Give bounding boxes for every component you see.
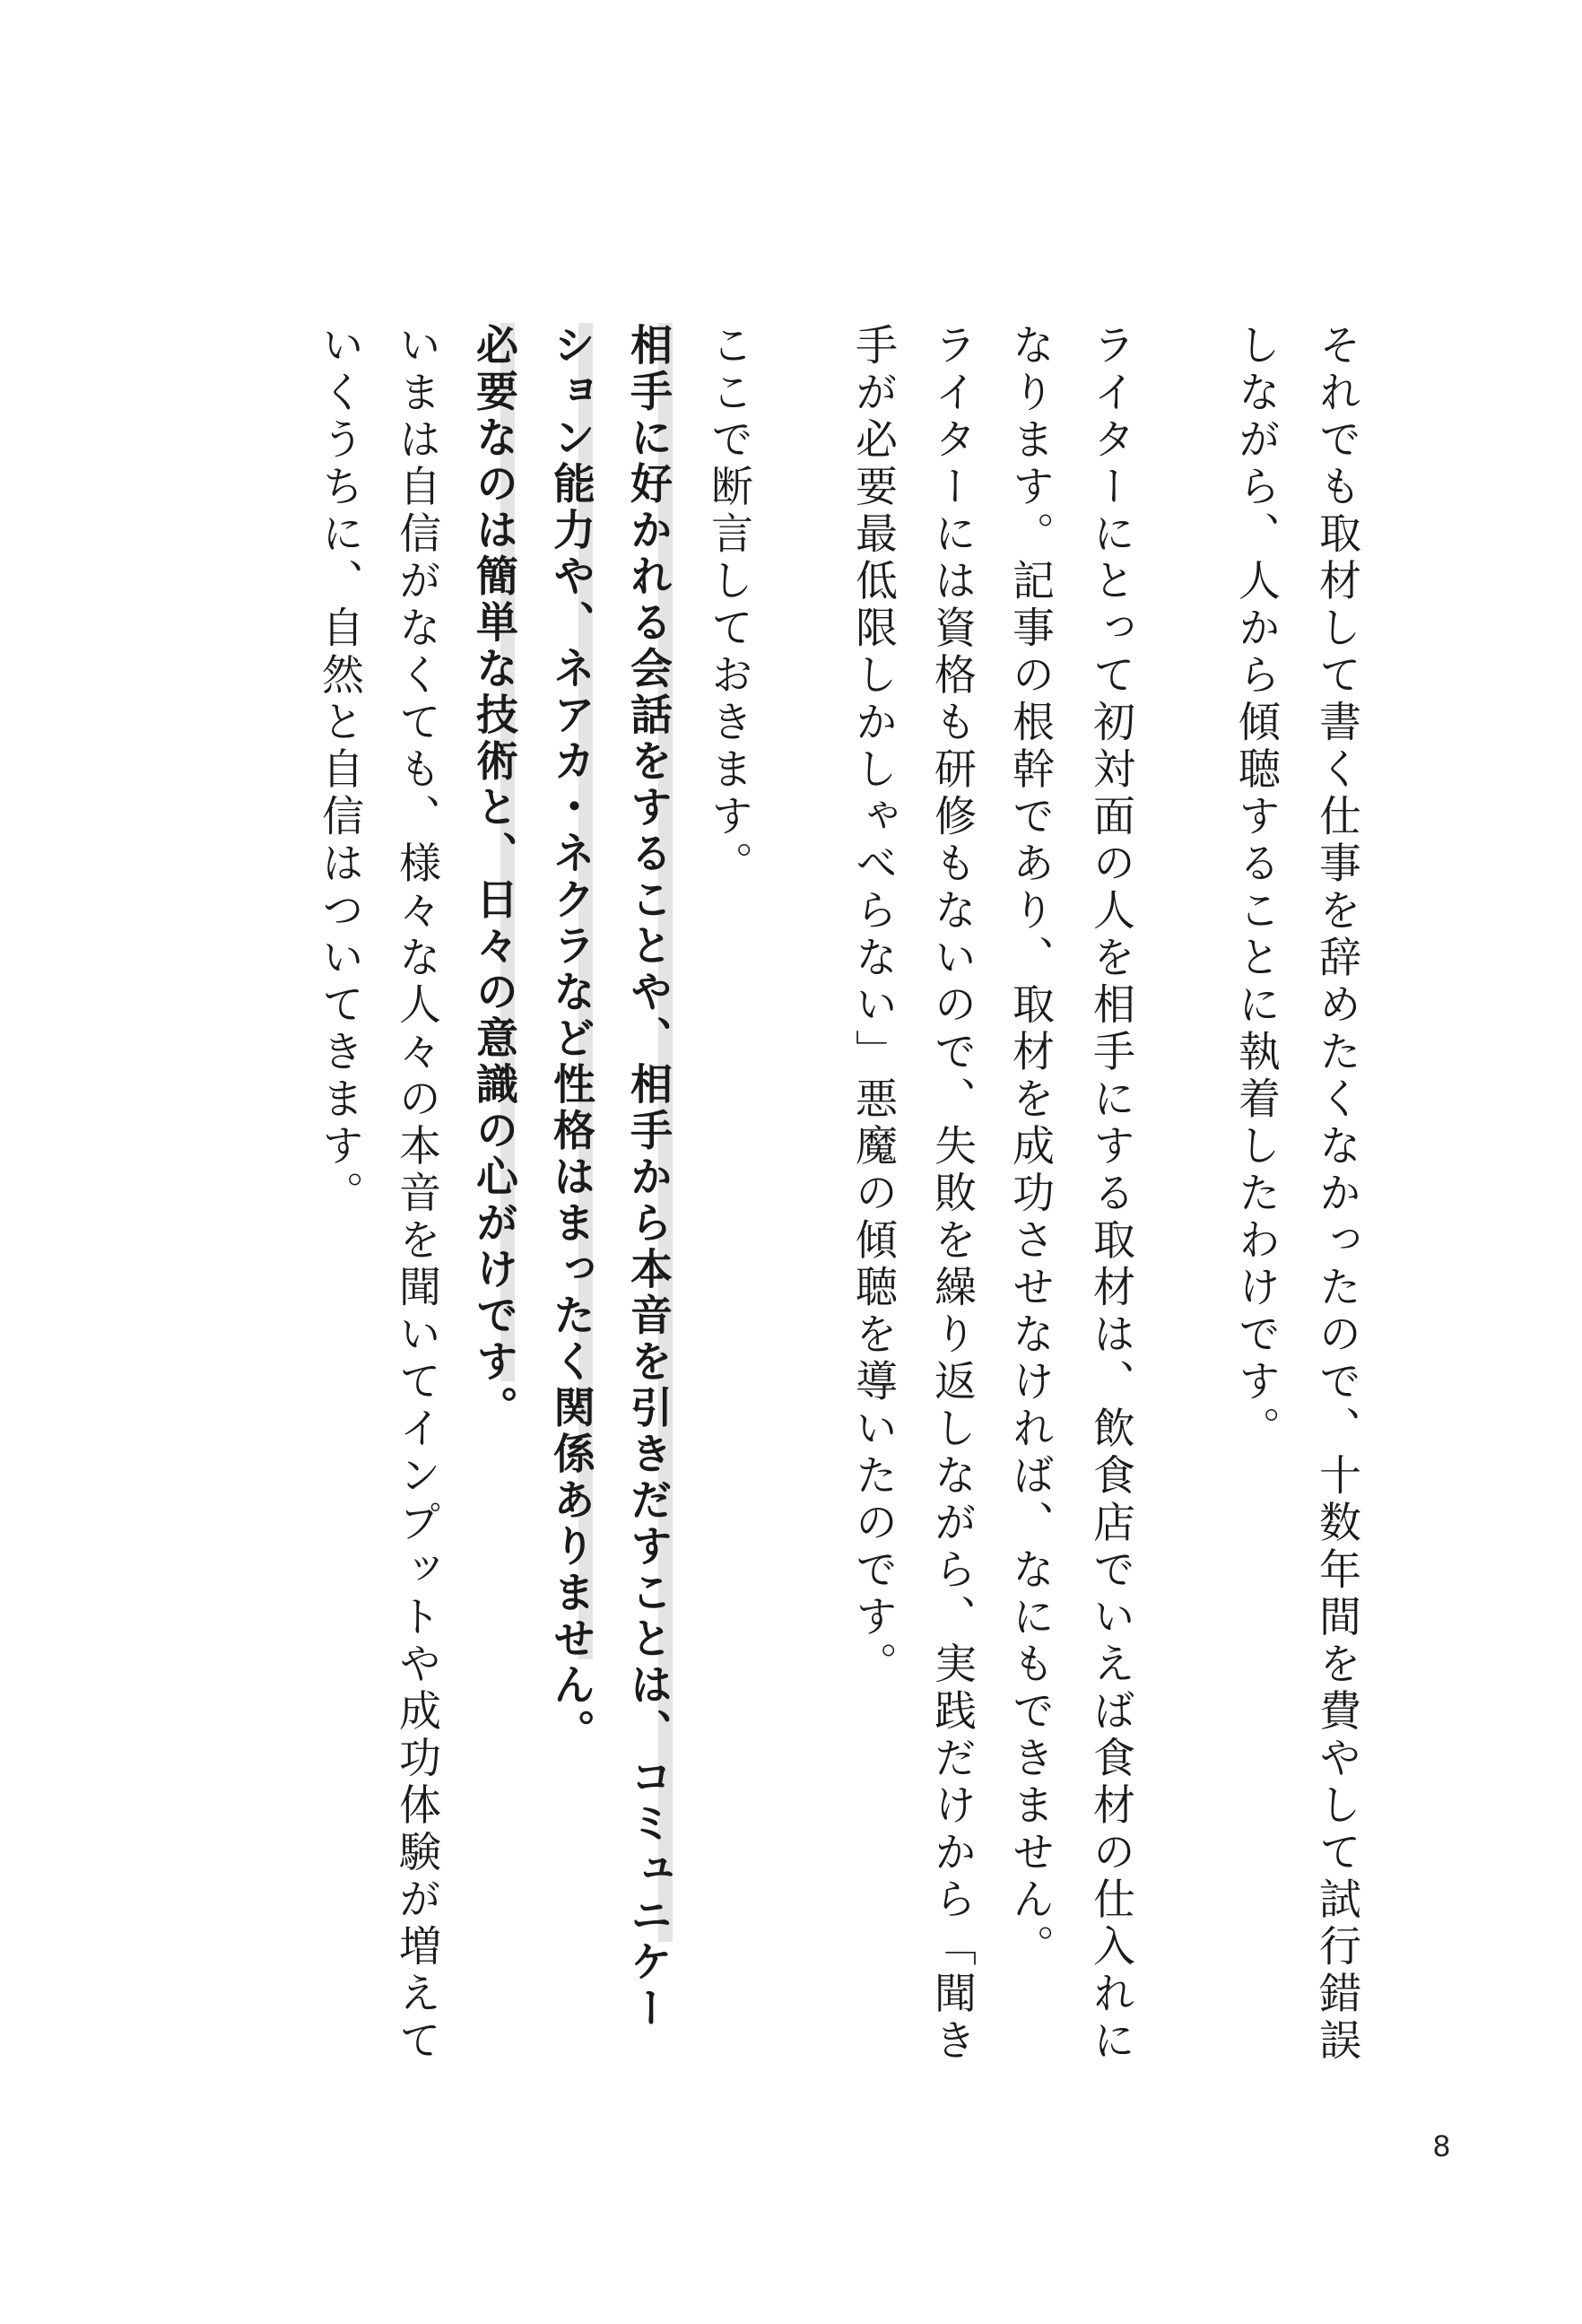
body-text-line: いくうちに、自然と自信はついてきます。 bbox=[315, 323, 364, 1218]
emphasis-text-line: 相手に好かれる会話をすることや、相手から本音を引きだすことは、コミュニケー bbox=[623, 323, 673, 2032]
body-text-line: 手が必要最低限しかしゃべらない」悪魔の傾聴を導いたのです。 bbox=[848, 323, 898, 1689]
emphasis-text-line: 必要なのは簡単な技術と、日々の意識の心がけです。 bbox=[469, 323, 518, 1432]
emphasis-text-line: ション能力や、ネアカ・ネクラなど性格はまったく関係ありません。 bbox=[546, 323, 595, 1755]
body-text-line: ライターには資格も研修もないので、失敗を繰り返しながら、実践だけから「聞き bbox=[927, 323, 977, 2066]
body-text-line: ライターにとって初対面の人を相手にする取材は、飲食店でいえば食材の仕入れに bbox=[1086, 323, 1135, 2066]
page-number: 8 bbox=[1433, 2129, 1450, 2163]
body-text-line: ここで断言しておきます。 bbox=[704, 323, 753, 888]
body-text-line: それでも取材して書く仕事を辞めたくなかったので、十数年間を費やして試行錯誤 bbox=[1312, 323, 1361, 2066]
body-text-line: なります。記事の根幹であり、取材を成功させなければ、なにもできません。 bbox=[1005, 323, 1055, 1971]
body-text-line: しながら、人から傾聴することに執着したわけです。 bbox=[1231, 323, 1281, 1453]
body-text-line: いまは自信がなくても、様々な人々の本音を聞いてインプットや成功体験が増えて bbox=[392, 323, 441, 2066]
